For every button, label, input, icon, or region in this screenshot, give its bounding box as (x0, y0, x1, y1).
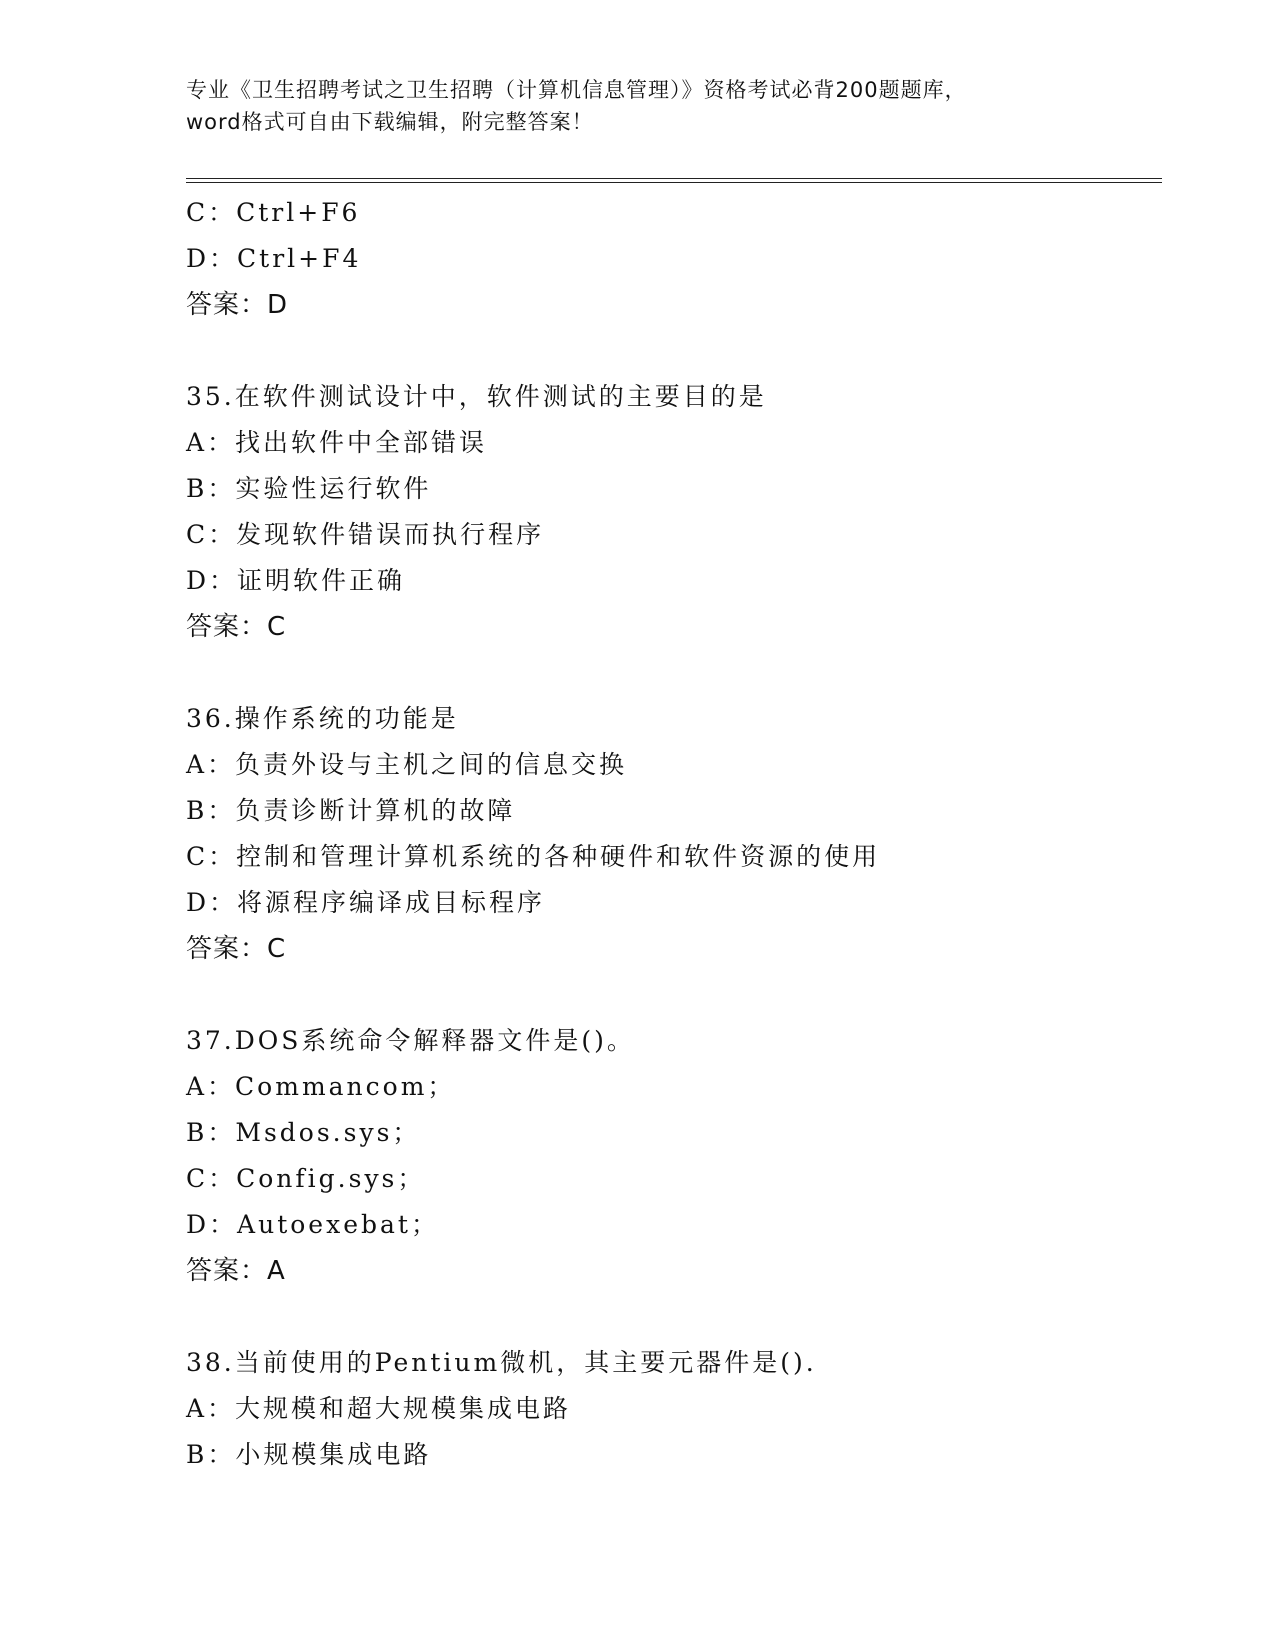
option-a: A：大规模和超大规模集成电路 (186, 1394, 572, 1423)
option-c: C：控制和管理计算机系统的各种硬件和软件资源的使用 (186, 842, 881, 871)
answer-line: 答案：D (186, 290, 289, 320)
question-block-38 (186, 1340, 1166, 1478)
answer-line: 答案：A (186, 1256, 286, 1286)
header-divider-bottom (186, 182, 1162, 183)
option-d: D：证明软件正确 (186, 566, 406, 595)
option-c: C：发现软件错误而执行程序 (186, 520, 545, 549)
option-a: A：Commancom； (186, 1072, 456, 1101)
spacer (186, 972, 1166, 1018)
question-list (186, 190, 1166, 1478)
option-b: B：负责诊断计算机的故障 (186, 796, 516, 825)
spacer (186, 328, 1166, 374)
question-block-36 (186, 696, 1166, 972)
answer-line: 答案：C (186, 612, 287, 642)
option-b: B：小规模集成电路 (186, 1440, 432, 1469)
document-header (186, 74, 1086, 138)
option-c: C：Config.sys； (186, 1164, 426, 1193)
question-block-37 (186, 1018, 1166, 1294)
option-d: D：Autoexebat； (186, 1210, 439, 1239)
header-line-1: 专业《卫生招聘考试之卫生招聘（计算机信息管理）》资格考试必背200题题库， (186, 78, 967, 102)
option-a: A：负责外设与主机之间的信息交换 (186, 750, 628, 779)
spacer (186, 1294, 1166, 1340)
question-block-34 (186, 190, 1166, 328)
question-text: 37.DOS系统命令解释器文件是()。 (186, 1026, 635, 1055)
option-d: D：Ctrl+F4 (186, 244, 362, 273)
option-a: A：找出软件中全部错误 (186, 428, 488, 457)
question-text: 35.在软件测试设计中，软件测试的主要目的是 (186, 382, 767, 411)
answer-line: 答案：C (186, 934, 287, 964)
option-d: D：将源程序编译成目标程序 (186, 888, 546, 917)
question-text: 36.操作系统的功能是 (186, 704, 459, 733)
question-block-35 (186, 374, 1166, 650)
question-text: 38.当前使用的Pentium微机，其主要元器件是(). (186, 1348, 817, 1377)
spacer (186, 650, 1166, 696)
option-c: C：Ctrl+F6 (186, 198, 361, 227)
header-line-2: word格式可自由下载编辑，附完整答案！ (186, 110, 594, 134)
option-b: B：Msdos.sys； (186, 1118, 421, 1147)
header-divider-top (186, 178, 1162, 179)
option-b: B：实验性运行软件 (186, 474, 432, 503)
